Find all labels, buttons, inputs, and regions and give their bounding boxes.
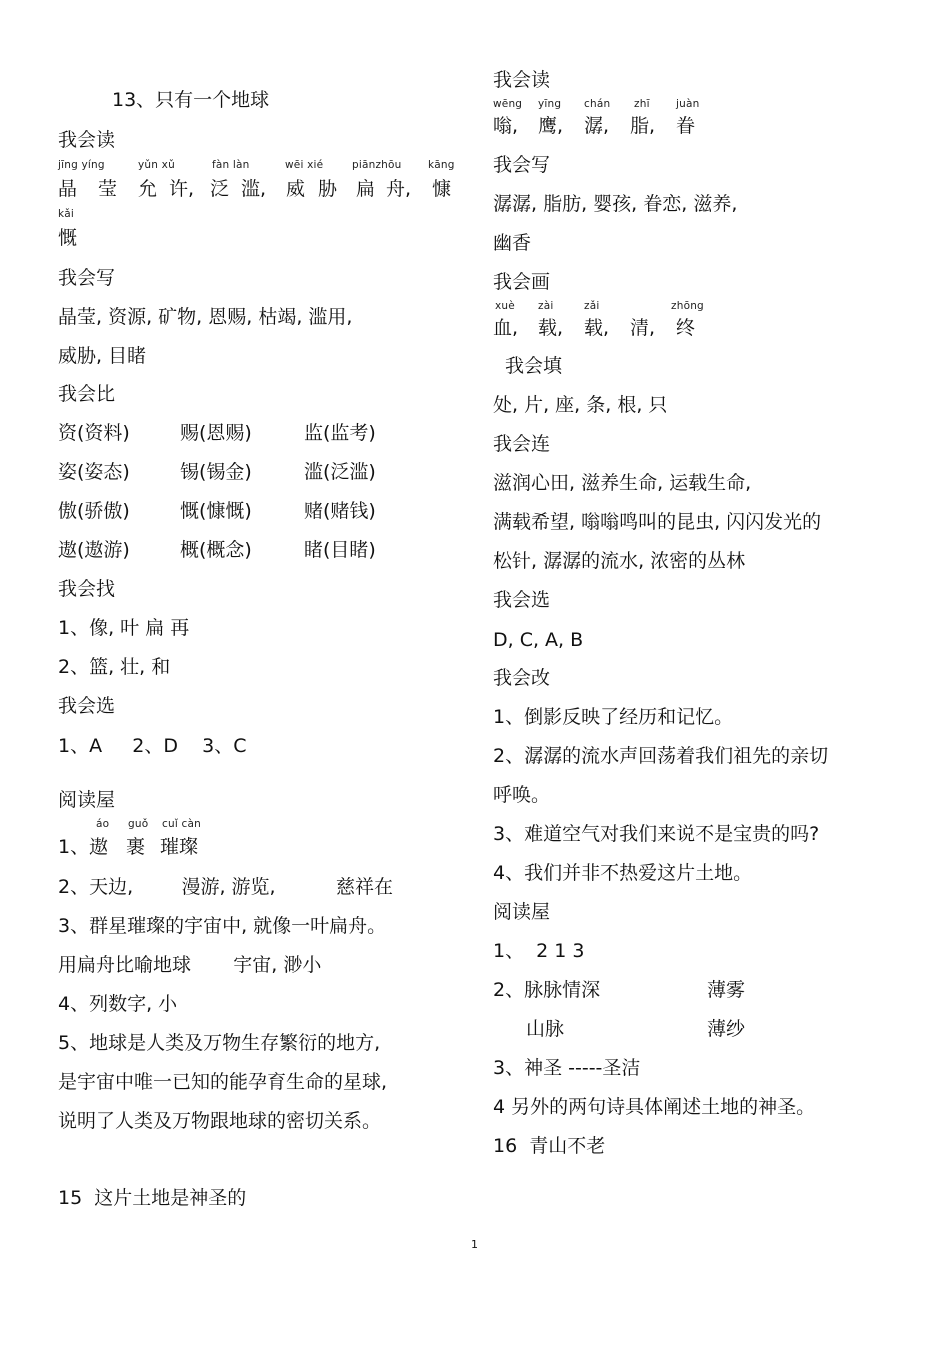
- compare-row: [58, 499, 468, 523]
- change-line-3: 3、难道空气对我们来说不是宝贵的吗?: [493, 823, 820, 845]
- char: 威: [286, 178, 306, 200]
- compare-item: 资(资料): [58, 422, 130, 444]
- heading-find: 我会找: [58, 578, 116, 600]
- char: 血,: [493, 317, 519, 339]
- reading-text: 薄纱: [707, 1018, 746, 1040]
- pinyin: piānzhōu: [352, 159, 402, 171]
- reading-text: 山脉: [526, 1018, 565, 1040]
- compare-item: 概(概念): [180, 539, 252, 561]
- compare-item: 滥(泛滥): [304, 461, 376, 483]
- reading-chars-row: [58, 835, 468, 859]
- pinyin: yǔn xǔ: [138, 159, 175, 171]
- read-chars-row: [58, 177, 468, 201]
- char: 莹: [98, 178, 118, 200]
- change-line-1: 1、倒影反映了经历和记忆。: [493, 706, 734, 728]
- heading-compare: 我会比: [58, 383, 116, 405]
- compare-item: 傲(骄傲): [58, 500, 130, 522]
- char: 1、遨: [58, 836, 109, 858]
- fill-line-1: 处, 片, 座, 条, 根, 只: [493, 394, 668, 416]
- write-line-1: 晶莹, 资源, 矿物, 恩赐, 枯竭, 滥用,: [58, 306, 353, 328]
- char: 载,: [538, 317, 564, 339]
- pinyin: guǒ: [128, 818, 149, 830]
- char: 眷: [676, 115, 696, 137]
- char: 终: [676, 317, 696, 339]
- pinyin: jīng yíng: [58, 159, 105, 171]
- change-line-2b: 呼唤。: [493, 784, 551, 806]
- char: 慷: [432, 178, 452, 200]
- reading-line-1: 1、 2 1 3: [493, 940, 585, 962]
- pinyin: kǎi: [58, 208, 75, 220]
- reading-line-2b: [493, 1017, 913, 1041]
- page-number: 1: [471, 1238, 478, 1251]
- char: 舟,: [386, 178, 412, 200]
- pinyin: zǎi: [584, 300, 600, 312]
- reading-line-4: 4、列数字, 小: [58, 993, 178, 1015]
- reading-line-3b: 用扁舟比喻地球 宇宙, 渺小: [58, 954, 322, 976]
- heading-choose: 我会选: [58, 695, 116, 717]
- char: 裹: [126, 836, 146, 858]
- char: 晶: [58, 178, 78, 200]
- find-line-1: 1、像, 叶 扁 再: [58, 617, 190, 639]
- change-line-4: 4、我们并非不热爱这片土地。: [493, 862, 753, 884]
- write-line-1: 潺潺, 脂肪, 婴孩, 眷恋, 滋养,: [493, 193, 738, 215]
- lesson-15-title: 15 这片土地是神圣的: [58, 1187, 247, 1209]
- write-line-2: 威胁, 目睹: [58, 345, 147, 367]
- heading-fill: 我会填: [505, 355, 563, 377]
- char: 璀璨: [160, 836, 199, 858]
- pinyin: zhōng: [671, 300, 704, 312]
- heading-write: 我会写: [493, 154, 551, 176]
- reading-line-2a: [493, 978, 913, 1002]
- draw-chars-row: [493, 316, 913, 340]
- connect-line-3: 松针, 潺潺的流水, 浓密的丛林: [493, 550, 746, 572]
- heading-connect: 我会连: [493, 433, 551, 455]
- read-pinyin-row: [493, 98, 913, 110]
- pinyin: wēng: [493, 98, 523, 110]
- compare-item: 慨(慷慨): [180, 500, 252, 522]
- char: 嗡,: [493, 115, 519, 137]
- pinyin: chán: [584, 98, 611, 110]
- char: 允: [138, 178, 158, 200]
- char: 慨: [58, 227, 78, 249]
- char: 鹰,: [538, 115, 564, 137]
- choose-line-1: D, C, A, B: [493, 629, 584, 651]
- char: 许,: [169, 178, 195, 200]
- read-chars-row: [493, 114, 913, 138]
- char: 泛: [210, 178, 230, 200]
- connect-line-1: 滋润心田, 滋养生命, 运载生命,: [493, 472, 752, 494]
- char: 扁: [356, 178, 376, 200]
- choose-line-1: 1、A 2、D 3、C: [58, 735, 247, 757]
- heading-draw: 我会画: [493, 271, 551, 293]
- connect-line-2: 满载希望, 嗡嗡鸣叫的昆虫, 闪闪发光的: [493, 511, 822, 533]
- reading-text: 2、脉脉情深: [493, 979, 601, 1001]
- heading-read: 我会读: [493, 69, 551, 91]
- pinyin: zhī: [634, 98, 650, 110]
- pinyin: yīng: [538, 98, 562, 110]
- char: 滥,: [241, 178, 267, 200]
- heading-choose: 我会选: [493, 589, 551, 611]
- find-line-2: 2、篮, 壮, 和: [58, 656, 171, 678]
- read-pinyin-row: [58, 159, 478, 171]
- compare-row: [58, 460, 468, 484]
- heading-reading: 阅读屋: [58, 789, 116, 811]
- reading-line-3: 3、群星璀璨的宇宙中, 就像一叶扁舟。: [58, 915, 387, 937]
- pinyin: juàn: [676, 98, 700, 110]
- pinyin: wēi xié: [285, 159, 324, 171]
- compare-item: 赌(赌钱): [304, 500, 376, 522]
- compare-item: 监(监考): [304, 422, 376, 444]
- compare-item: 姿(姿态): [58, 461, 130, 483]
- reading-line-5c: 说明了人类及万物跟地球的密切关系。: [58, 1110, 382, 1132]
- lesson-16-title: 16 青山不老: [493, 1135, 606, 1157]
- pinyin: áo: [96, 818, 110, 830]
- char: 潺,: [584, 115, 610, 137]
- reading-line-5b: 是宇宙中唯一已知的能孕育生命的星球,: [58, 1071, 388, 1093]
- compare-item: 睹(目睹): [304, 539, 376, 561]
- lesson-13-title: 13、只有一个地球: [112, 89, 270, 111]
- write-line-2: 幽香: [493, 232, 532, 254]
- compare-row: [58, 421, 468, 445]
- char: 胁: [318, 178, 338, 200]
- draw-pinyin-row: [493, 300, 913, 312]
- reading-line-3: 3、神圣 -----圣洁: [493, 1057, 641, 1079]
- change-line-2a: 2、潺潺的流水声回荡着我们祖先的亲切: [493, 745, 829, 767]
- heading-reading: 阅读屋: [493, 901, 551, 923]
- heading-change: 我会改: [493, 667, 551, 689]
- pinyin: kāng: [428, 159, 455, 171]
- compare-row: [58, 538, 468, 562]
- reading-line-5a: 5、地球是人类及万物生存繁衍的地方,: [58, 1032, 381, 1054]
- heading-read: 我会读: [58, 129, 116, 151]
- pinyin: fàn làn: [212, 159, 250, 171]
- reading-line-2: 2、天边, 漫游, 游览, 慈祥在: [58, 876, 393, 898]
- compare-item: 遨(遨游): [58, 539, 130, 561]
- reading-pinyin-row: [58, 818, 478, 830]
- pinyin: zài: [538, 300, 554, 312]
- char: 清,: [630, 317, 656, 339]
- pinyin: cuǐ càn: [162, 818, 201, 830]
- compare-item: 锡(锡金): [180, 461, 252, 483]
- char: 脂,: [630, 115, 656, 137]
- reading-text: 薄雾: [707, 979, 746, 1001]
- char: 载,: [584, 317, 610, 339]
- reading-line-4: 4 另外的两句诗具体阐述土地的神圣。: [493, 1096, 816, 1118]
- heading-write: 我会写: [58, 267, 116, 289]
- compare-item: 赐(恩赐): [180, 422, 252, 444]
- pinyin: xuè: [495, 300, 515, 312]
